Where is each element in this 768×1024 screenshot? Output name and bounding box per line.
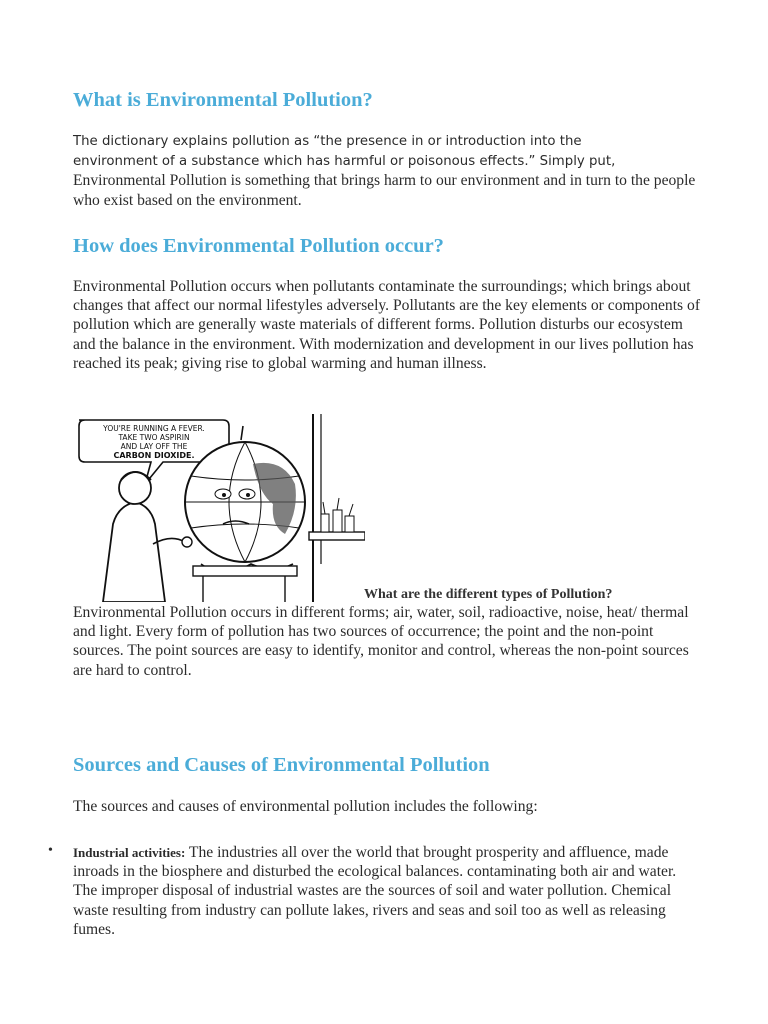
list-bullet: • bbox=[48, 843, 53, 858]
list-item bbox=[73, 843, 703, 939]
heading-how-pollution-occurs: How does Environmental Pollution occur? bbox=[73, 235, 444, 257]
cartoon-caption-line-3: AND LAY OFF THE bbox=[120, 442, 188, 451]
paragraph-types: Environmental Pollution occurs in different forms; air, water, soil, radioactive, noise, heat/ thermal and light. Every form of pollution has two sources of occurrence; the point and the non-point sources. The point sources are easy to identify, monitor and control, whereas the non-point sources are hard to control. bbox=[73, 604, 689, 679]
heading-what-is-pollution: What is Environmental Pollution? bbox=[73, 89, 373, 111]
definition-line-2: environment of a substance which has harmful or poisonous effects.” Simply put, bbox=[73, 154, 616, 170]
definition-line-1: The dictionary explains pollution as “the presence in or introduction into the bbox=[73, 134, 582, 149]
cartoon-caption-line-4: CARBON DIOXIDE. bbox=[113, 451, 195, 460]
paragraph-definition bbox=[73, 131, 703, 210]
paragraph-how-occurs: Environmental Pollution occurs when pollutants contaminate the surroundings; which brings about changes that affect our normal lifestyles adversely. Pollutants are the key elements or components of pollution which are generally waste materials of different forms. Pollution disturbs our ecosystem and the balance in the environment. With modernization and development in our lives pollution has reached its peak; giving rise to global warming and human illness. bbox=[73, 278, 701, 372]
list-item-text: The industries all over the world that brought prosperity and affluence, made inroads in the biosphere and disturbed the ecological balances. contaminating both air and water. The improper disposal of industrial wastes are the sources of soil and water pollution. Chemical waste resulting from industry can pollute lakes, rivers and seas and soil too as well as releasing fumes. bbox=[73, 844, 677, 938]
cartoon-caption-line-1: YOU'RE RUNNING A FEVER. bbox=[103, 424, 205, 433]
heading-types-of-pollution: What are the different types of Pollution? bbox=[364, 587, 613, 602]
heading-sources-and-causes: Sources and Causes of Environmental Pollution bbox=[73, 754, 490, 776]
cartoon-caption-line-2: TAKE TWO ASPIRIN bbox=[118, 433, 190, 442]
definition-rest: Environmental Pollution is something that brings harm to our environment and in turn to the people who exist based on the environment. bbox=[73, 172, 696, 209]
paragraph-sources-intro: The sources and causes of environmental pollution includes the following: bbox=[73, 798, 538, 815]
cartoon-image bbox=[73, 414, 365, 602]
list-item-term: Industrial activities: bbox=[73, 845, 186, 860]
